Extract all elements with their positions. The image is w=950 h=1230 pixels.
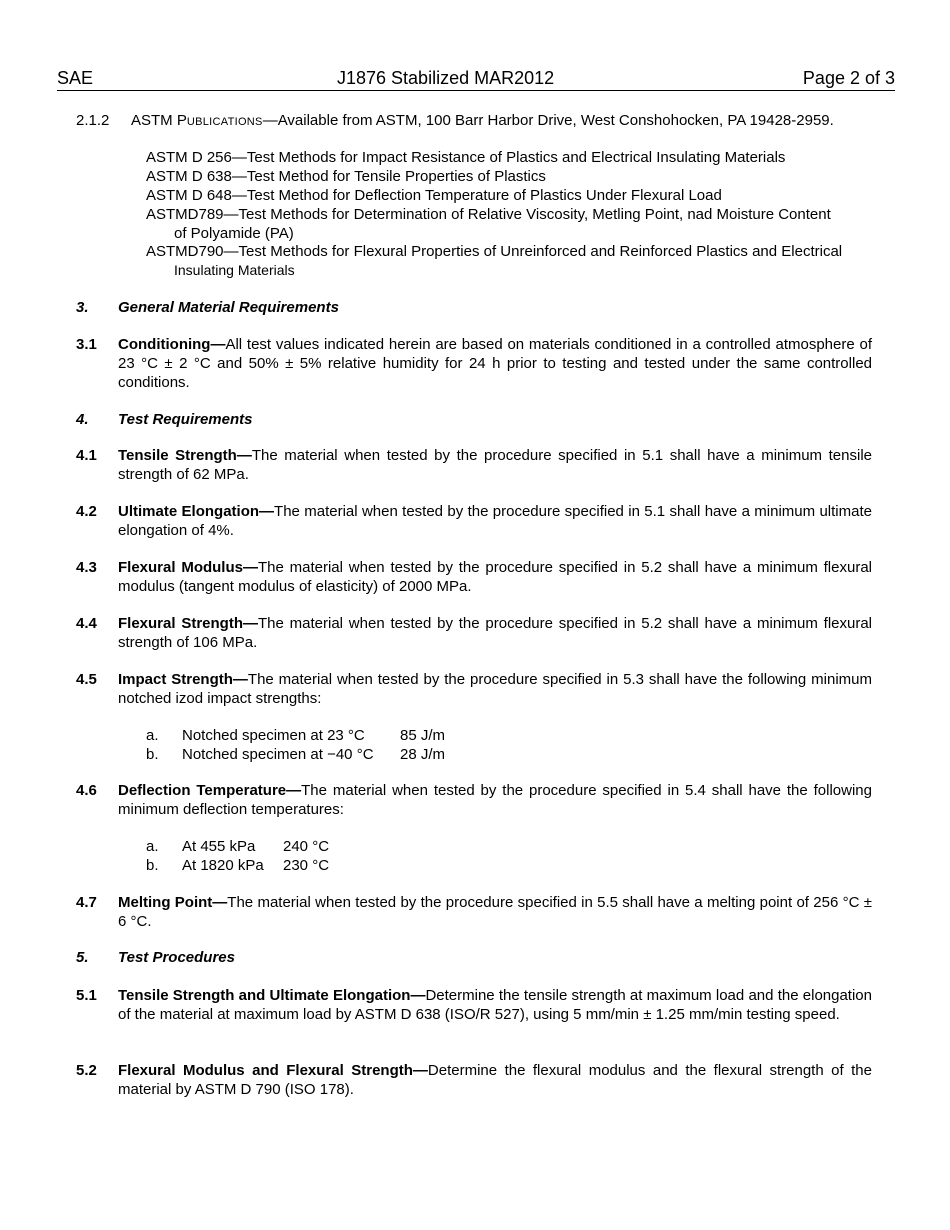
section-3-title: General Material Requirements xyxy=(118,299,339,316)
section-4-1-body: The material when tested by the procedure specified in 5.1 shall have a minimum tensile strength of 62 MPa. xyxy=(118,447,872,483)
list-marker: b. xyxy=(146,857,159,874)
section-4-2-number: 4.2 xyxy=(76,503,97,520)
section-4-1-number: 4.1 xyxy=(76,447,97,464)
section-4-4-body: The material when tested by the procedure specified in 5.2 shall have a minimum flexural strength of 106 MPa. xyxy=(118,615,873,651)
section-4-6-text xyxy=(118,781,872,819)
astm-address: —Available from ASTM, 100 Barr Harbor Drive, West Conshohocken, PA 19428-2959. xyxy=(262,112,834,129)
reference-item: ASTM D 638—Test Method for Tensile Properties of Plastics xyxy=(146,168,546,185)
reference-item: ASTMD789—Test Methods for Determination of Relative Viscosity, Metling Point, nad Moisture Content xyxy=(146,206,831,223)
reference-item: ASTMD790—Test Methods for Flexural Properties of Unreinforced and Reinforced Plastics and Electrical xyxy=(146,243,843,260)
header-org: SAE xyxy=(57,68,94,88)
astm-prefix: ASTM P xyxy=(131,112,187,129)
section-3-1-text xyxy=(118,335,872,392)
section-5-number: 5. xyxy=(76,949,89,966)
section-5-1-text xyxy=(118,986,872,1024)
section-4-title: Test Requirements xyxy=(118,411,253,428)
section-2-1-2-heading xyxy=(131,111,834,132)
section-4-6-term: Deflection Temperature— xyxy=(118,782,302,799)
section-4-7-body: The material when tested by the procedure specified in 5.5 shall have a melting point of 256 °C ± 6 °C. xyxy=(118,894,872,930)
section-5-1-term: Tensile Strength and Ultimate Elongation— xyxy=(118,987,426,1004)
section-5-2-term: Flexural Modulus and Flexural Strength— xyxy=(118,1062,428,1079)
impact-value: 85 J/m xyxy=(400,727,446,744)
section-4-3-text xyxy=(118,558,872,596)
section-4-1-term: Tensile Strength— xyxy=(118,447,252,464)
section-5-1-body: Determine the tensile strength at maximum load and the elongation of the material at maximum load by ASTM D 638 (ISO/R 527), using 5 mm/min ± 1.25 mm/min testing speed. xyxy=(118,987,872,1023)
section-4-6-body: The material when tested by the procedure specified in 5.4 shall have the following minimum deflection temperatures: xyxy=(118,782,872,818)
section-4-3-body: The material when tested by the procedure specified in 5.2 shall have a minimum flexural modulus (tangent modulus of elasticity) of 2000 MPa. xyxy=(118,559,872,595)
reference-item-continued: of Polyamide (PA) xyxy=(174,225,294,242)
header-doc-id: J1876 Stabilized MAR2012 xyxy=(337,68,555,88)
section-2-1-2-number: 2.1.2 xyxy=(76,112,110,129)
deflection-temperature: 240 °C xyxy=(283,838,330,855)
section-4-number: 4. xyxy=(76,411,89,428)
section-5-1-number: 5.1 xyxy=(76,987,97,1004)
deflection-load: At 455 kPa xyxy=(182,838,256,855)
impact-value: 28 J/m xyxy=(400,746,446,763)
impact-condition: Notched specimen at 23 °C xyxy=(182,727,365,744)
section-4-1-text xyxy=(118,446,872,484)
section-5-2-body: Determine the flexural modulus and the flexural strength of the material by ASTM D 790 (ISO 178). xyxy=(118,1062,872,1098)
section-4-4-text xyxy=(118,614,872,652)
section-3-1-body: All test values indicated herein are based on materials conditioned in a controlled atmosphere of 23 °C ± 2 °C and 50% ± 5% relative humidity for 24 h prior to testing and tested under the same controlled conditions. xyxy=(118,336,872,391)
section-4-3-term: Flexural Modulus— xyxy=(118,559,258,576)
reference-item-continued: Insulating Materials xyxy=(174,262,295,278)
section-4-4-term: Flexural Strength— xyxy=(118,615,258,632)
list-marker: b. xyxy=(146,746,159,763)
section-4-3-number: 4.3 xyxy=(76,559,97,576)
section-5-title: Test Procedures xyxy=(118,949,235,966)
page-header xyxy=(57,68,895,91)
section-4-5-body: The material when tested by the procedure specified in 5.3 shall have the following minimum notched izod impact strengths: xyxy=(118,671,872,707)
section-4-4-number: 4.4 xyxy=(76,615,97,632)
section-4-5-term: Impact Strength— xyxy=(118,671,248,688)
section-4-5-text xyxy=(118,670,872,708)
astm-smallcaps: UBLICATIONS xyxy=(186,116,263,128)
section-4-7-text xyxy=(118,893,872,931)
deflection-load: At 1820 kPa xyxy=(182,857,264,874)
list-marker: a. xyxy=(146,838,159,855)
section-4-2-body: The material when tested by the procedure specified in 5.1 shall have a minimum ultimate elongation of 4%. xyxy=(118,503,872,539)
header-page-number: Page 2 of 3 xyxy=(802,68,895,88)
section-4-7-number: 4.7 xyxy=(76,894,97,911)
section-3-1-term: Conditioning— xyxy=(118,336,226,353)
section-5-2-text xyxy=(118,1061,872,1099)
section-5-2-number: 5.2 xyxy=(76,1062,97,1079)
reference-item: ASTM D 648—Test Method for Deflection Temperature of Plastics Under Flexural Load xyxy=(146,187,722,204)
section-3-1-number: 3.1 xyxy=(76,336,97,353)
deflection-temperature: 230 °C xyxy=(283,857,330,874)
reference-item: ASTM D 256—Test Methods for Impact Resistance of Plastics and Electrical Insulating Materials xyxy=(146,149,786,166)
section-4-2-term: Ultimate Elongation— xyxy=(118,503,275,520)
list-marker: a. xyxy=(146,727,159,744)
section-4-2-text xyxy=(118,502,872,540)
section-3-number: 3. xyxy=(76,299,89,316)
impact-condition: Notched specimen at −40 °C xyxy=(182,746,374,763)
section-4-6-number: 4.6 xyxy=(76,782,97,799)
section-4-7-term: Melting Point— xyxy=(118,894,228,911)
section-4-5-number: 4.5 xyxy=(76,671,97,688)
